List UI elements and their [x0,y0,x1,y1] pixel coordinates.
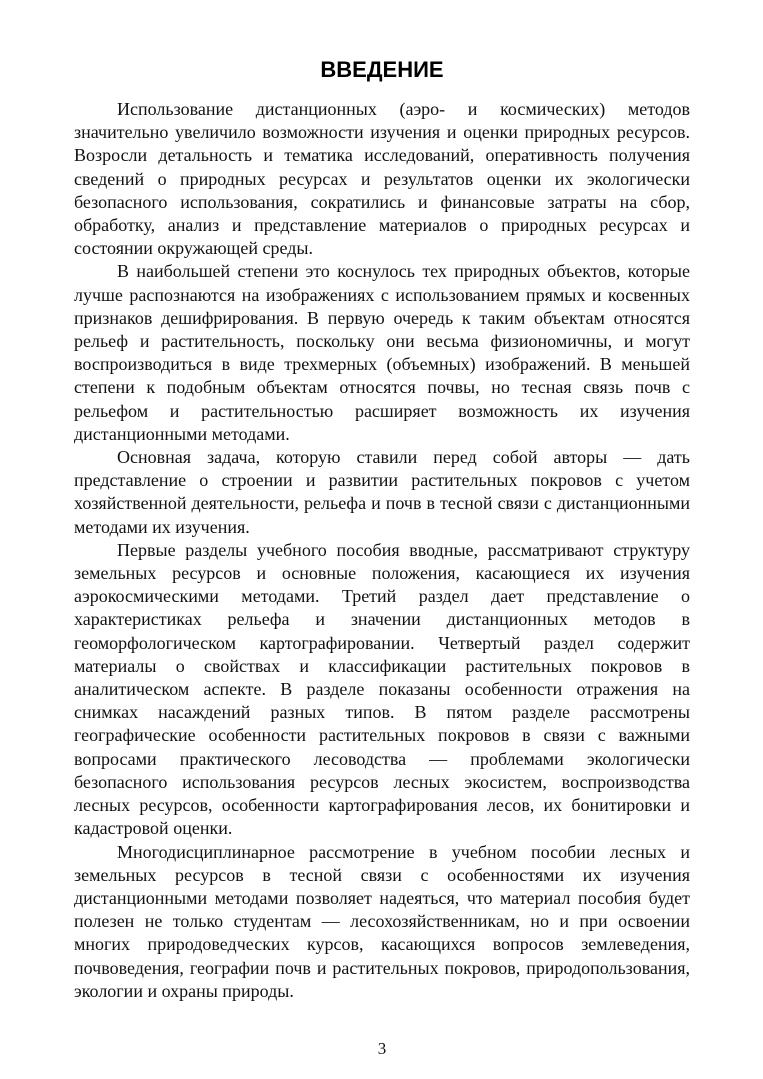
paragraph-5: Многодисциплинарное рассмотрение в учебном пособии лесных и земельных ресурсов в тесной связи с особенностями их изучения дистанционными методами позволяет надеяться, что материал пособия будет полезен не только студентам — лесохозяйственникам, но и при освоении многих природоведческих курсов, касающихся вопросов землеведения, почвоведения, географии почв и растительных покровов, природопользования, экологии и охраны природы. [74,841,690,1001]
paragraph-2: В наибольшей степени это коснулось тех природных объектов, которые лучше распознаются на изображениях с использованием прямых и косвенных признаков дешифрирования. В первую очередь к таким объектам относятся рельеф и растительность, поскольку они весьма физиономичны, и могут воспроизводиться в виде трехмерных (объемных) изображений. В меньшей степени к подобным объектам относятся почвы, но тесная связь почв с рельефом и растительностью расширяет возможность их изучения дистанционными методами. [74,261,690,444]
page-title: ВВЕДЕНИЕ [320,57,444,82]
document-page [74,0,690,1079]
page-number: 3 [377,1039,387,1058]
body-text [74,98,690,1003]
paragraph-4: Первые разделы учебного пособия вводные, рассматривают структуру земельных ресурсов и основные положения, касающиеся их изучения аэрокосмическими методами. Третий раздел дает представление о характеристиках рельефа и значении дистанционных методов в геоморфологическом картографировании. Четвертый раздел содержит материалы о свойствах и классификации растительных покровов в аналитическом аспекте. В разделе показаны особенности отражения на снимках насаждений разных типов. В пятом разделе рассмотрены географические особенности растительных покровов в связи с важными вопросами практического лесоводства — проблемами экологически безопасного использования ресурсов лесных экосистем, воспроизводства лесных ресурсов, особенности картографирования лесов, их бонитировки и кадастровой оценки. [74,539,690,839]
paragraph-3: Основная задача, которую ставили перед собой авторы — дать представление о строении и развитии растительных покровов с учетом хозяйственной деятельности, рельефа и почв в тесной связи с дистанционными методами их изучения. [74,447,690,537]
paragraph-1: Использование дистанционных (аэро- и космических) методов значительно увеличило возможности изучения и оценки природных ресурсов. Возросли детальность и тематика исследований, оперативность получения сведений о природных ресурсах и результатов оценки их экологически безопасного использования, сократились и финансовые затраты на сбор, обработку, анализ и представление материалов о природных ресурсах и состоянии окружающей среды. [74,99,690,259]
